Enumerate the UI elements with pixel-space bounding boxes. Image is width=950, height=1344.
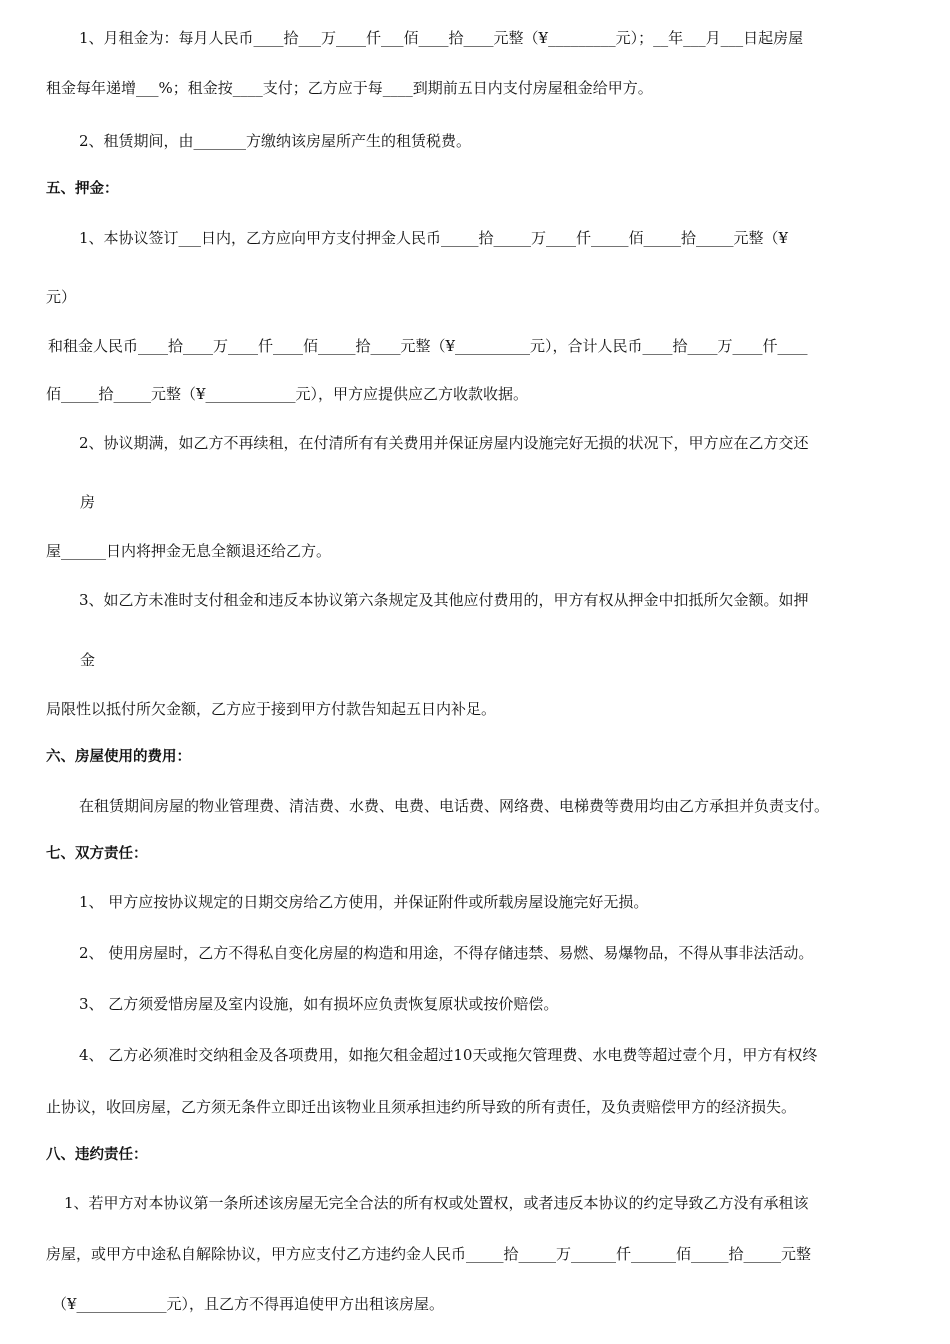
section-heading: 七、双方责任： [46,846,148,862]
text-line: 和租金人民币____拾____万____仟____佰_____拾____元整（¥__________元），合计人民币____拾____万____仟____ [48,337,808,355]
text-line: 3、如乙方未准时支付租金和违反本协议第六条规定及其他应付费用的，甲方有权从押金中扣抵所欠金额。如押 [79,591,809,609]
text-line: 2、协议期满，如乙方不再续租，在付清所有有关费用并保证房屋内设施完好无损的状况下，甲方应在乙方交还 [79,434,809,452]
text-line: 4、 乙方必须准时交纳租金及各项费用，如拖欠租金超过10天或拖欠管理费、水电费等超过壹个月，甲方有权终 [79,1046,818,1064]
text-line: 2、 使用房屋时，乙方不得私自变化房屋的构造和用途，不得存储违禁、易燃、易爆物品，不得从事非法活动。 [79,944,814,962]
text-line: 1、若甲方对本协议第一条所述该房屋无完全合法的所有权或处置权，或者违反本协议的约定导致乙方没有承租该 [64,1194,809,1212]
text-line: 3、 乙方须爱惜房屋及室内设施，如有损坏应负责恢复原状或按价赔偿。 [79,995,559,1013]
section-heading: 八、违约责任： [46,1147,148,1163]
text-line: （¥____________元），且乙方不得再追使甲方出租该房屋。 [52,1295,445,1313]
text-line: 元） [46,288,77,306]
text-line: 1、 甲方应按协议规定的日期交房给乙方使用，并保证附件或所载房屋设施完好无损。 [79,893,649,911]
text-line: 佰_____拾_____元整（¥____________元），甲方应提供应乙方收款收据。 [46,385,529,403]
text-line: 2、租赁期间，由_______方缴纳该房屋所产生的租赁税费。 [79,132,472,150]
text-line: 屋______日内将押金无息全额退还给乙方。 [46,542,332,560]
text-line: 局限性以抵付所欠金额，乙方应于接到甲方付款告知起五日内补足。 [46,700,497,718]
text-line: 房屋，或甲方中途私自解除协议，甲方应支付乙方违约金人民币_____拾_____万______仟______佰_____拾_____元整 [46,1245,812,1263]
text-line: 房 [80,493,96,511]
text-line: 在租赁期间房屋的物业管理费、清洁费、水费、电费、电话费、网络费、电梯费等费用均由乙方承担并负责支付。 [79,797,830,815]
text-line: 金 [80,651,96,669]
text-line: 租金每年递增___%；租金按____支付；乙方应于每____到期前五日内支付房屋租金给甲方。 [46,79,653,97]
text-line: 1、月租金为：每月人民币____拾___万____仟___佰____拾____元整（¥_________元）；__年___月___日起房屋 [79,29,804,47]
section-heading: 五、押金： [46,181,119,197]
text-line: 止协议，收回房屋，乙方须无条件立即迁出该物业且须承担违约所导致的所有责任，及负责赔偿甲方的经济损失。 [46,1098,797,1116]
section-heading: 六、房屋使用的费用： [46,749,191,765]
text-line: 1、本协议签订___日内，乙方应向甲方支付押金人民币_____拾_____万____仟_____佰_____拾_____元整（¥ [79,229,789,247]
